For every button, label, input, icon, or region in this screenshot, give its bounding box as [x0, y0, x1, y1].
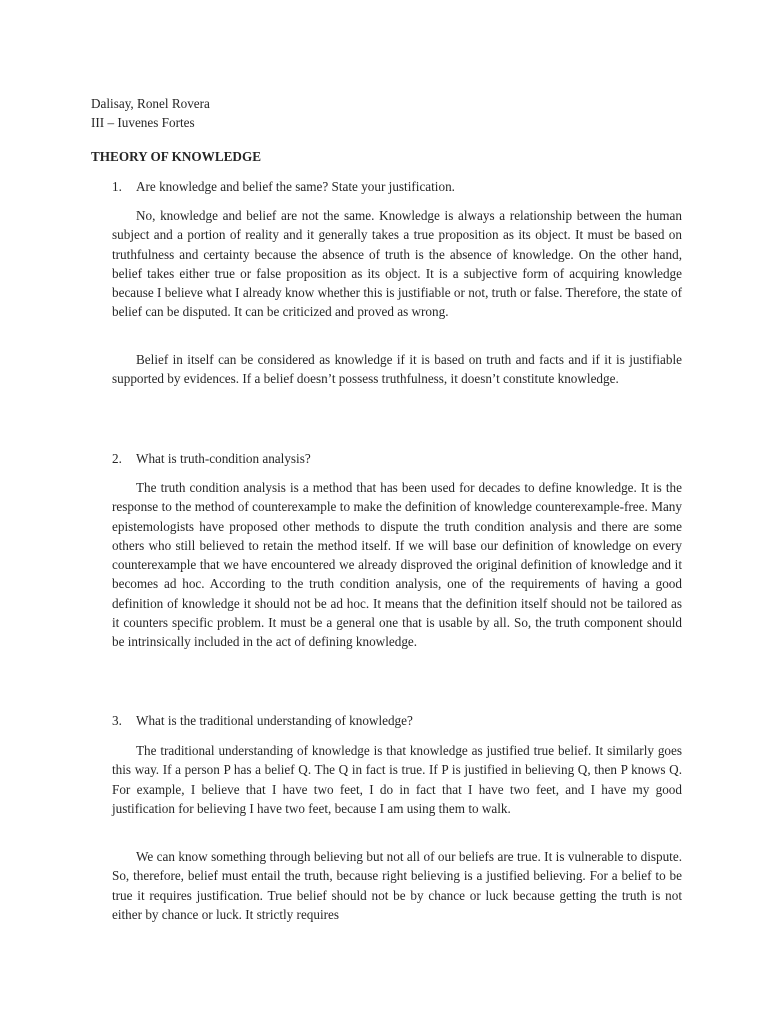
question-number: 1.	[112, 179, 122, 194]
answer-2-paragraph-1: The truth condition analysis is a method that has been used for decades to define knowledge. It is the response to the method of counterexample to make the definition of knowledge counterexample-free. Many epistemologists have proposed other methods to dispute the truth condition analysis and there are some others who still believed to retain the method itself. If we will base our definition of knowledge on every counterexample that we have encountered we already disproved the original definition of knowledge and it becomes ad hoc. According to the truth condition analysis, one of the requirements of having a good definition of knowledge it should not be ad hoc. It means that the definition itself should not be tailored as it counters specific problem. It must be a general one that is usable by all. So, the truth component should be intrinsically included in the act of defining knowledge.	[112, 480, 682, 650]
question-text: What is the traditional understanding of knowledge?	[136, 713, 413, 728]
answer-1-paragraph-2: Belief in itself can be considered as knowledge if it is based on truth and facts and if it is justifiable supported by evidences. If a belief doesn’t possess truthfulness, it doesn’t constitute knowledge.	[112, 352, 682, 387]
document-title: THEORY OF KNOWLEDGE	[91, 149, 262, 164]
question-text: What is truth-condition analysis?	[136, 451, 311, 466]
question-number: 3.	[112, 713, 122, 728]
answer-3-paragraph-2: We can know something through believing but not all of our beliefs are true. It is vulnerable to dispute. So, therefore, belief must entail the truth, because right believing is a justified believing. For a belief to be true it requires justification. True belief should not be by chance or luck because getting the truth is not either by chance or luck. It strictly requires	[112, 849, 682, 922]
question-number: 2.	[112, 451, 122, 466]
question-text: Are knowledge and belief the same? State your justification.	[136, 179, 455, 194]
author-header	[91, 94, 681, 133]
question-1	[112, 177, 682, 196]
question-2	[112, 449, 682, 468]
answer-3-paragraph-1: The traditional understanding of knowledge is that knowledge as justified true belief. It similarly goes this way. If a person P has a belief Q. The Q in fact is true. If P is justified in believing Q, then P knows Q. For example, I believe that I have two feet, I do in fact that I have two feet, and I have my good justification for believing I have two feet, because I am using them to walk.	[112, 743, 682, 816]
answer-1-paragraph-1: No, knowledge and belief are not the same. Knowledge is always a relationship between the human subject and a portion of reality and it generally takes a true proposition as its object. It must be based on truthfulness and certainty because the absence of truth is the absence of knowledge. On the other hand, belief takes either true or false proposition as its object. It is a subjective form of acquiring knowledge because I believe what I already know whether this is justifiable or not, truth or false. Therefore, the state of belief can be disputed. It can be criticized and proved as wrong.	[112, 208, 682, 320]
author-name: Dalisay, Ronel Rovera	[91, 96, 210, 111]
question-3	[112, 711, 682, 730]
author-section: III – Iuvenes Fortes	[91, 115, 195, 131]
